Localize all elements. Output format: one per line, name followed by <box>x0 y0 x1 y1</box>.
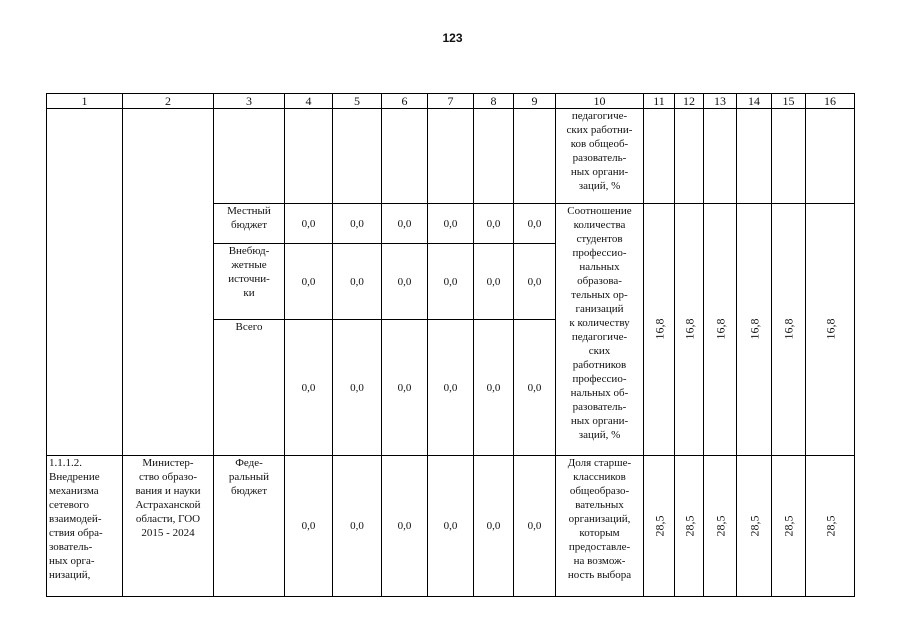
funding-value: 0,0 <box>514 244 556 320</box>
funding-value: 0,0 <box>382 244 428 320</box>
col-header-5: 5 <box>333 94 382 109</box>
funding-value: 0,0 <box>474 320 514 456</box>
value-cell <box>428 109 474 204</box>
source-cell-empty <box>214 109 285 204</box>
col-header-16: 16 <box>806 94 855 109</box>
funding-source-label: Местный бюджет <box>214 204 285 244</box>
table-header-row <box>47 94 855 109</box>
value-cell <box>514 109 556 204</box>
indicator-cell: Соотношение количества студентов профессио- нальных образова- тельных ор- ганизаций к количеству педагогиче- ских работников профессио- нальных об- разователь- ных органи- заций, % <box>556 204 644 456</box>
indicator-cell: педагогиче- ских работни- ков общеоб- разователь- ных органи- заций, % <box>556 109 644 204</box>
target-value: 28,5 <box>737 456 772 597</box>
funding-value: 0,0 <box>382 456 428 597</box>
col-header-12: 12 <box>675 94 704 109</box>
funding-value: 0,0 <box>514 320 556 456</box>
target-value: 16,8 <box>675 204 704 456</box>
table-row <box>47 109 855 204</box>
col-header-3: 3 <box>214 94 285 109</box>
value-cell <box>382 109 428 204</box>
funding-value: 0,0 <box>428 320 474 456</box>
target-cell <box>704 109 737 204</box>
program-table <box>46 93 855 597</box>
funding-value: 0,0 <box>428 204 474 244</box>
target-value: 16,8 <box>704 204 737 456</box>
funding-value: 0,0 <box>333 320 382 456</box>
target-cell <box>772 109 806 204</box>
target-cell <box>806 109 855 204</box>
col-header-6: 6 <box>382 94 428 109</box>
funding-value: 0,0 <box>382 320 428 456</box>
value-cell <box>474 109 514 204</box>
target-value: 16,8 <box>644 204 675 456</box>
funding-source-label: Внебюд- жетные источни- ки <box>214 244 285 320</box>
col-header-14: 14 <box>737 94 772 109</box>
funding-value: 0,0 <box>285 456 333 597</box>
target-cell <box>675 109 704 204</box>
target-cell <box>737 109 772 204</box>
target-value: 28,5 <box>772 456 806 597</box>
measure-cell-continued <box>47 109 123 456</box>
measure-cell: 1.1.1.2. Внедрение механизма сетевого взаимодей- ствия обра- зователь- ных орга- низаций, <box>47 456 123 597</box>
funding-value: 0,0 <box>428 244 474 320</box>
col-header-4: 4 <box>285 94 333 109</box>
target-value: 28,5 <box>675 456 704 597</box>
target-value: 16,8 <box>737 204 772 456</box>
table-row <box>47 456 855 597</box>
target-value: 28,5 <box>644 456 675 597</box>
target-value: 28,5 <box>806 456 855 597</box>
target-value: 16,8 <box>772 204 806 456</box>
col-header-9: 9 <box>514 94 556 109</box>
value-cell <box>333 109 382 204</box>
executor-cell-continued <box>123 109 214 456</box>
executor-cell: Министер- ство образо- вания и науки Астраханской области, ГОО 2015 - 2024 <box>123 456 214 597</box>
funding-value: 0,0 <box>474 456 514 597</box>
funding-value: 0,0 <box>333 456 382 597</box>
page-number: 123 <box>442 31 463 45</box>
target-value: 16,8 <box>806 204 855 456</box>
funding-value: 0,0 <box>382 204 428 244</box>
funding-value: 0,0 <box>333 244 382 320</box>
col-header-2: 2 <box>123 94 214 109</box>
funding-value: 0,0 <box>285 204 333 244</box>
funding-value: 0,0 <box>514 456 556 597</box>
value-cell <box>285 109 333 204</box>
funding-value: 0,0 <box>285 244 333 320</box>
col-header-8: 8 <box>474 94 514 109</box>
col-header-7: 7 <box>428 94 474 109</box>
col-header-11: 11 <box>644 94 675 109</box>
funding-source-label: Всего <box>214 320 285 456</box>
col-header-15: 15 <box>772 94 806 109</box>
funding-value: 0,0 <box>285 320 333 456</box>
target-value: 28,5 <box>704 456 737 597</box>
indicator-cell: Доля старше- классников общеобразо- вательных организаций, которым предоставле- на возмож- ность выбора <box>556 456 644 597</box>
funding-value: 0,0 <box>514 204 556 244</box>
funding-value: 0,0 <box>333 204 382 244</box>
target-cell <box>644 109 675 204</box>
funding-source-label: Феде- ральный бюджет <box>214 456 285 597</box>
col-header-1: 1 <box>47 94 123 109</box>
funding-value: 0,0 <box>474 204 514 244</box>
funding-value: 0,0 <box>428 456 474 597</box>
col-header-10: 10 <box>556 94 644 109</box>
funding-value: 0,0 <box>474 244 514 320</box>
col-header-13: 13 <box>704 94 737 109</box>
